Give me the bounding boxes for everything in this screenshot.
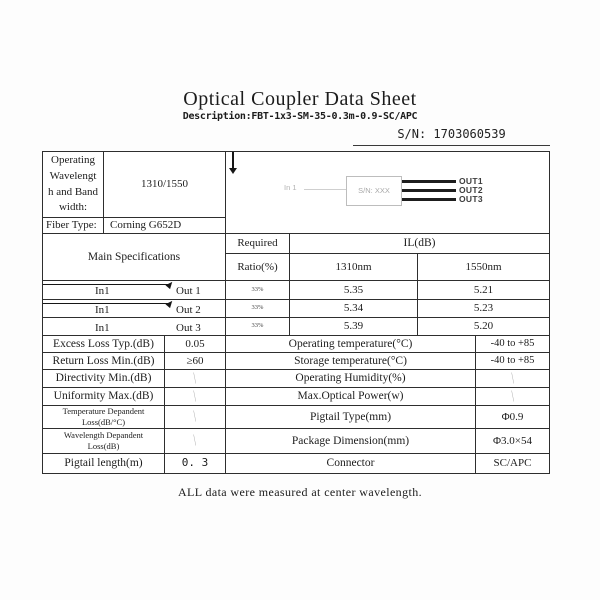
param-value: -40 to +85 (476, 353, 549, 369)
diagram-output-label: OUT3 (459, 194, 483, 204)
ratio-text: 33% (251, 304, 264, 312)
param-value: -40 to +85 (476, 336, 549, 352)
wavelength-label: Operating Wavelength and Bandwidth: (43, 152, 103, 217)
main-specifications-header: Main Specifications (43, 234, 225, 280)
description-line (0, 111, 600, 122)
param-value: SC/APC (476, 454, 549, 473)
input-port: In1 (95, 322, 110, 334)
param-value: ≥60 (165, 353, 225, 369)
ratio-value (226, 281, 289, 299)
empty-value-slash: \ (193, 367, 197, 388)
param-label: Uniformity Max.(dB) (43, 388, 164, 405)
output-port: Out 1 (176, 285, 201, 297)
il-header: IL(dB) (290, 234, 549, 253)
param-value (476, 385, 549, 406)
il-1550-value: 5.23 (418, 300, 549, 317)
datasheet-table (42, 151, 550, 474)
param-label: Wavelength Depandent Loss(dB) (43, 429, 164, 453)
output-fiber-line (402, 189, 456, 192)
output-port: Out 2 (176, 304, 201, 316)
param-value: Φ0.9 (476, 406, 549, 428)
wl-1310-header: 1310nm (290, 254, 417, 280)
param-label: Storage temperature(°C) (226, 353, 475, 369)
table-row-in-out (43, 318, 225, 335)
empty-value-slash: \ (193, 430, 197, 450)
output-fiber-line (402, 198, 456, 201)
input-port: In1 (95, 285, 110, 297)
param-value (165, 367, 225, 388)
param-value: 0.05 (165, 336, 225, 352)
arrow-down-icon (232, 152, 234, 169)
il-1550-value: 5.21 (418, 281, 549, 299)
ratio-value (226, 300, 289, 317)
param-label: Pigtail length(m) (43, 454, 164, 473)
fiber-type-value: Corning G652D (104, 218, 225, 233)
ratio-text: 33% (251, 285, 264, 293)
table-row-in-out (43, 300, 225, 317)
param-label: Temperature Depandent Loss(dB/°C) (43, 406, 164, 428)
empty-value-slash: \ (193, 406, 197, 426)
ratio-value (226, 318, 289, 335)
param-label: Operating Humidity(%) (226, 370, 475, 387)
description-value: FBT-1x3-SM-35-0.3m-0.9-SC/APC (251, 111, 418, 122)
input-fiber-line (304, 189, 346, 190)
ratio-text: 33% (251, 322, 264, 330)
param-label: Connector (226, 454, 475, 473)
in-out-arrowhead-icon (165, 280, 174, 289)
param-label: Max.Optical Power(w) (226, 388, 475, 405)
fiber-type-label: Fiber Type: (43, 218, 103, 233)
coupler-diagram-canvas (226, 152, 549, 233)
coupler-diagram (226, 152, 549, 233)
param-value (165, 406, 225, 428)
il-1310-value: 5.39 (290, 318, 417, 335)
in-out-arrowhead-icon (165, 299, 174, 308)
diagram-input-label: In 1 (284, 183, 297, 192)
param-label: Operating temperature(°C) (226, 336, 475, 352)
param-label: Pigtail Type(mm) (226, 406, 475, 428)
param-value (165, 385, 225, 406)
output-fiber-line (402, 180, 456, 183)
param-value: Φ3.0×54 (476, 429, 549, 453)
output-port: Out 3 (176, 322, 201, 334)
description-label: Description: (182, 111, 252, 122)
required-header: Required (226, 234, 289, 253)
param-label: Excess Loss Typ.(dB) (43, 336, 164, 352)
param-label: Directivity Min.(dB) (43, 370, 164, 387)
il-1310-value: 5.34 (290, 300, 417, 317)
param-value (165, 429, 225, 453)
empty-value-slash: \ (511, 385, 514, 406)
page-title: Optical Coupler Data Sheet (183, 88, 417, 110)
param-value (476, 367, 549, 388)
il-1550-value: 5.20 (418, 318, 549, 335)
footer-note: ALL data were measured at center wavelength. (177, 485, 423, 499)
wl-1550-header: 1550nm (418, 254, 549, 280)
empty-value-slash: \ (193, 385, 197, 406)
coupler-body-box: S/N: XXX (346, 176, 402, 206)
diagram-output-label: OUT2 (459, 185, 483, 195)
arrow-down-head-icon (229, 168, 237, 174)
empty-value-slash: \ (511, 367, 514, 388)
diagram-output-label: OUT1 (459, 176, 483, 186)
ratio-header: Ratio(%) (226, 254, 289, 280)
table-row-in-out (43, 281, 225, 299)
param-label: Return Loss Min.(dB) (43, 353, 164, 369)
wavelength-value: 1310/1550 (104, 152, 225, 217)
param-value: 0. 3 (165, 454, 225, 473)
param-label: Package Dimension(mm) (226, 429, 475, 453)
input-port: In1 (95, 304, 110, 316)
il-1310-value: 5.35 (290, 281, 417, 299)
serial-number: S/N: 1703060539 (353, 127, 550, 146)
